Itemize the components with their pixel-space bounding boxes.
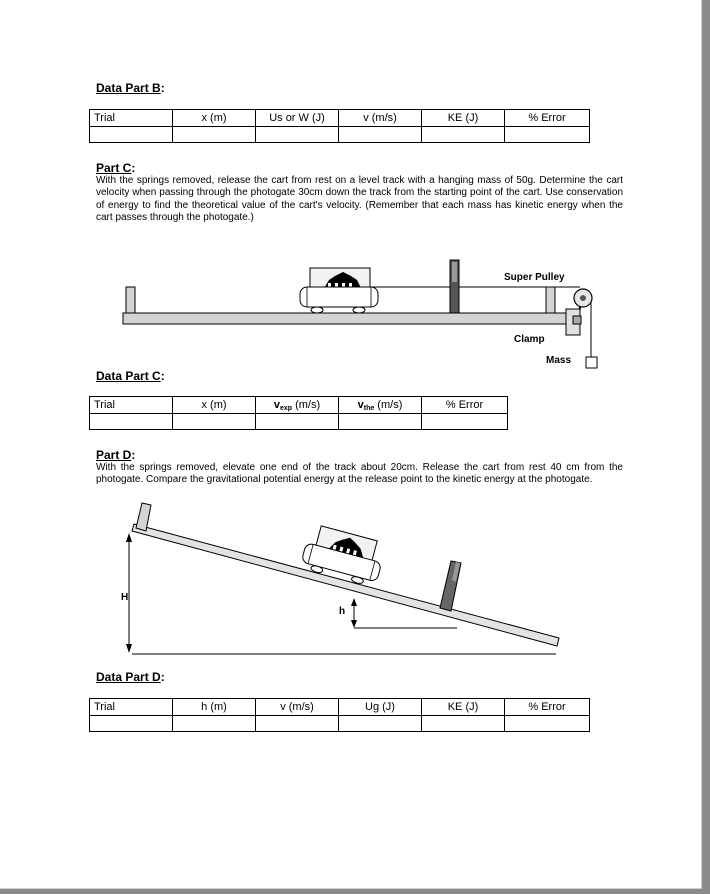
- header-cell: h (m): [173, 699, 256, 716]
- header-cell: Trial: [90, 397, 173, 414]
- header-cell: Us or W (J): [256, 110, 339, 127]
- table-cell: [90, 716, 173, 732]
- header-cell: x (m): [173, 110, 256, 127]
- part-d-heading: Part D:: [96, 448, 136, 462]
- header-cell: % Error: [422, 397, 508, 414]
- header-cell: Trial: [90, 110, 173, 127]
- data-part-d-heading: Data Part D:: [96, 670, 165, 684]
- super-pulley-label: Super Pulley: [504, 272, 565, 283]
- header-cell: x (m): [173, 397, 256, 414]
- mass-label: Mass: [546, 355, 572, 366]
- data-part-d-table: [89, 698, 590, 732]
- header-cell-v-exp: $v_{exp}$ (m/s): [256, 397, 339, 414]
- data-part-b-heading: Data Part B:: [96, 81, 165, 95]
- height-H-label: H: [121, 592, 129, 603]
- data-part-c-heading: Data Part C:: [96, 369, 165, 383]
- header-cell: Ug (J): [339, 699, 422, 716]
- clamp-label: Clamp: [514, 334, 545, 345]
- header-cell: % Error: [505, 110, 590, 127]
- table-cell: [173, 716, 256, 732]
- part-c-heading: Part C:: [96, 161, 136, 175]
- header-cell: KE (J): [422, 699, 505, 716]
- part-c-instructions: With the springs removed, release the cart from rest on a level track with a hanging mass of 50g. Determine the cart velocity when passing through the photogate 30cm down the track from the starting point of the cart. Use conservation of energy to find the theoretical value of the cart's velocity. (Remember that each mass has kinetic energy when the cart passes through the photogate.): [96, 175, 623, 224]
- header-cell: v (m/s): [256, 699, 339, 716]
- header-cell-v-the: $v_{the}$ (m/s): [339, 397, 422, 414]
- header-cell: KE (J): [422, 110, 505, 127]
- table-header-row: [90, 699, 590, 716]
- header-cell: v (m/s): [339, 110, 422, 127]
- header-cell: % Error: [505, 699, 590, 716]
- table-row: [90, 716, 590, 732]
- table-cell: [505, 716, 590, 732]
- table-cell: [339, 716, 422, 732]
- photogate-icon: [440, 561, 461, 611]
- part-d-instructions: With the springs removed, elevate one end of the track about 20cm. Release the cart from rest 40 cm from the photogate. Compare the gravitational potential energy at the release point to the kinetic energy at the photogate.: [96, 462, 623, 486]
- table-cell: [422, 716, 505, 732]
- height-h-label: h: [339, 606, 346, 617]
- table-cell: [256, 716, 339, 732]
- header-cell: Trial: [90, 699, 173, 716]
